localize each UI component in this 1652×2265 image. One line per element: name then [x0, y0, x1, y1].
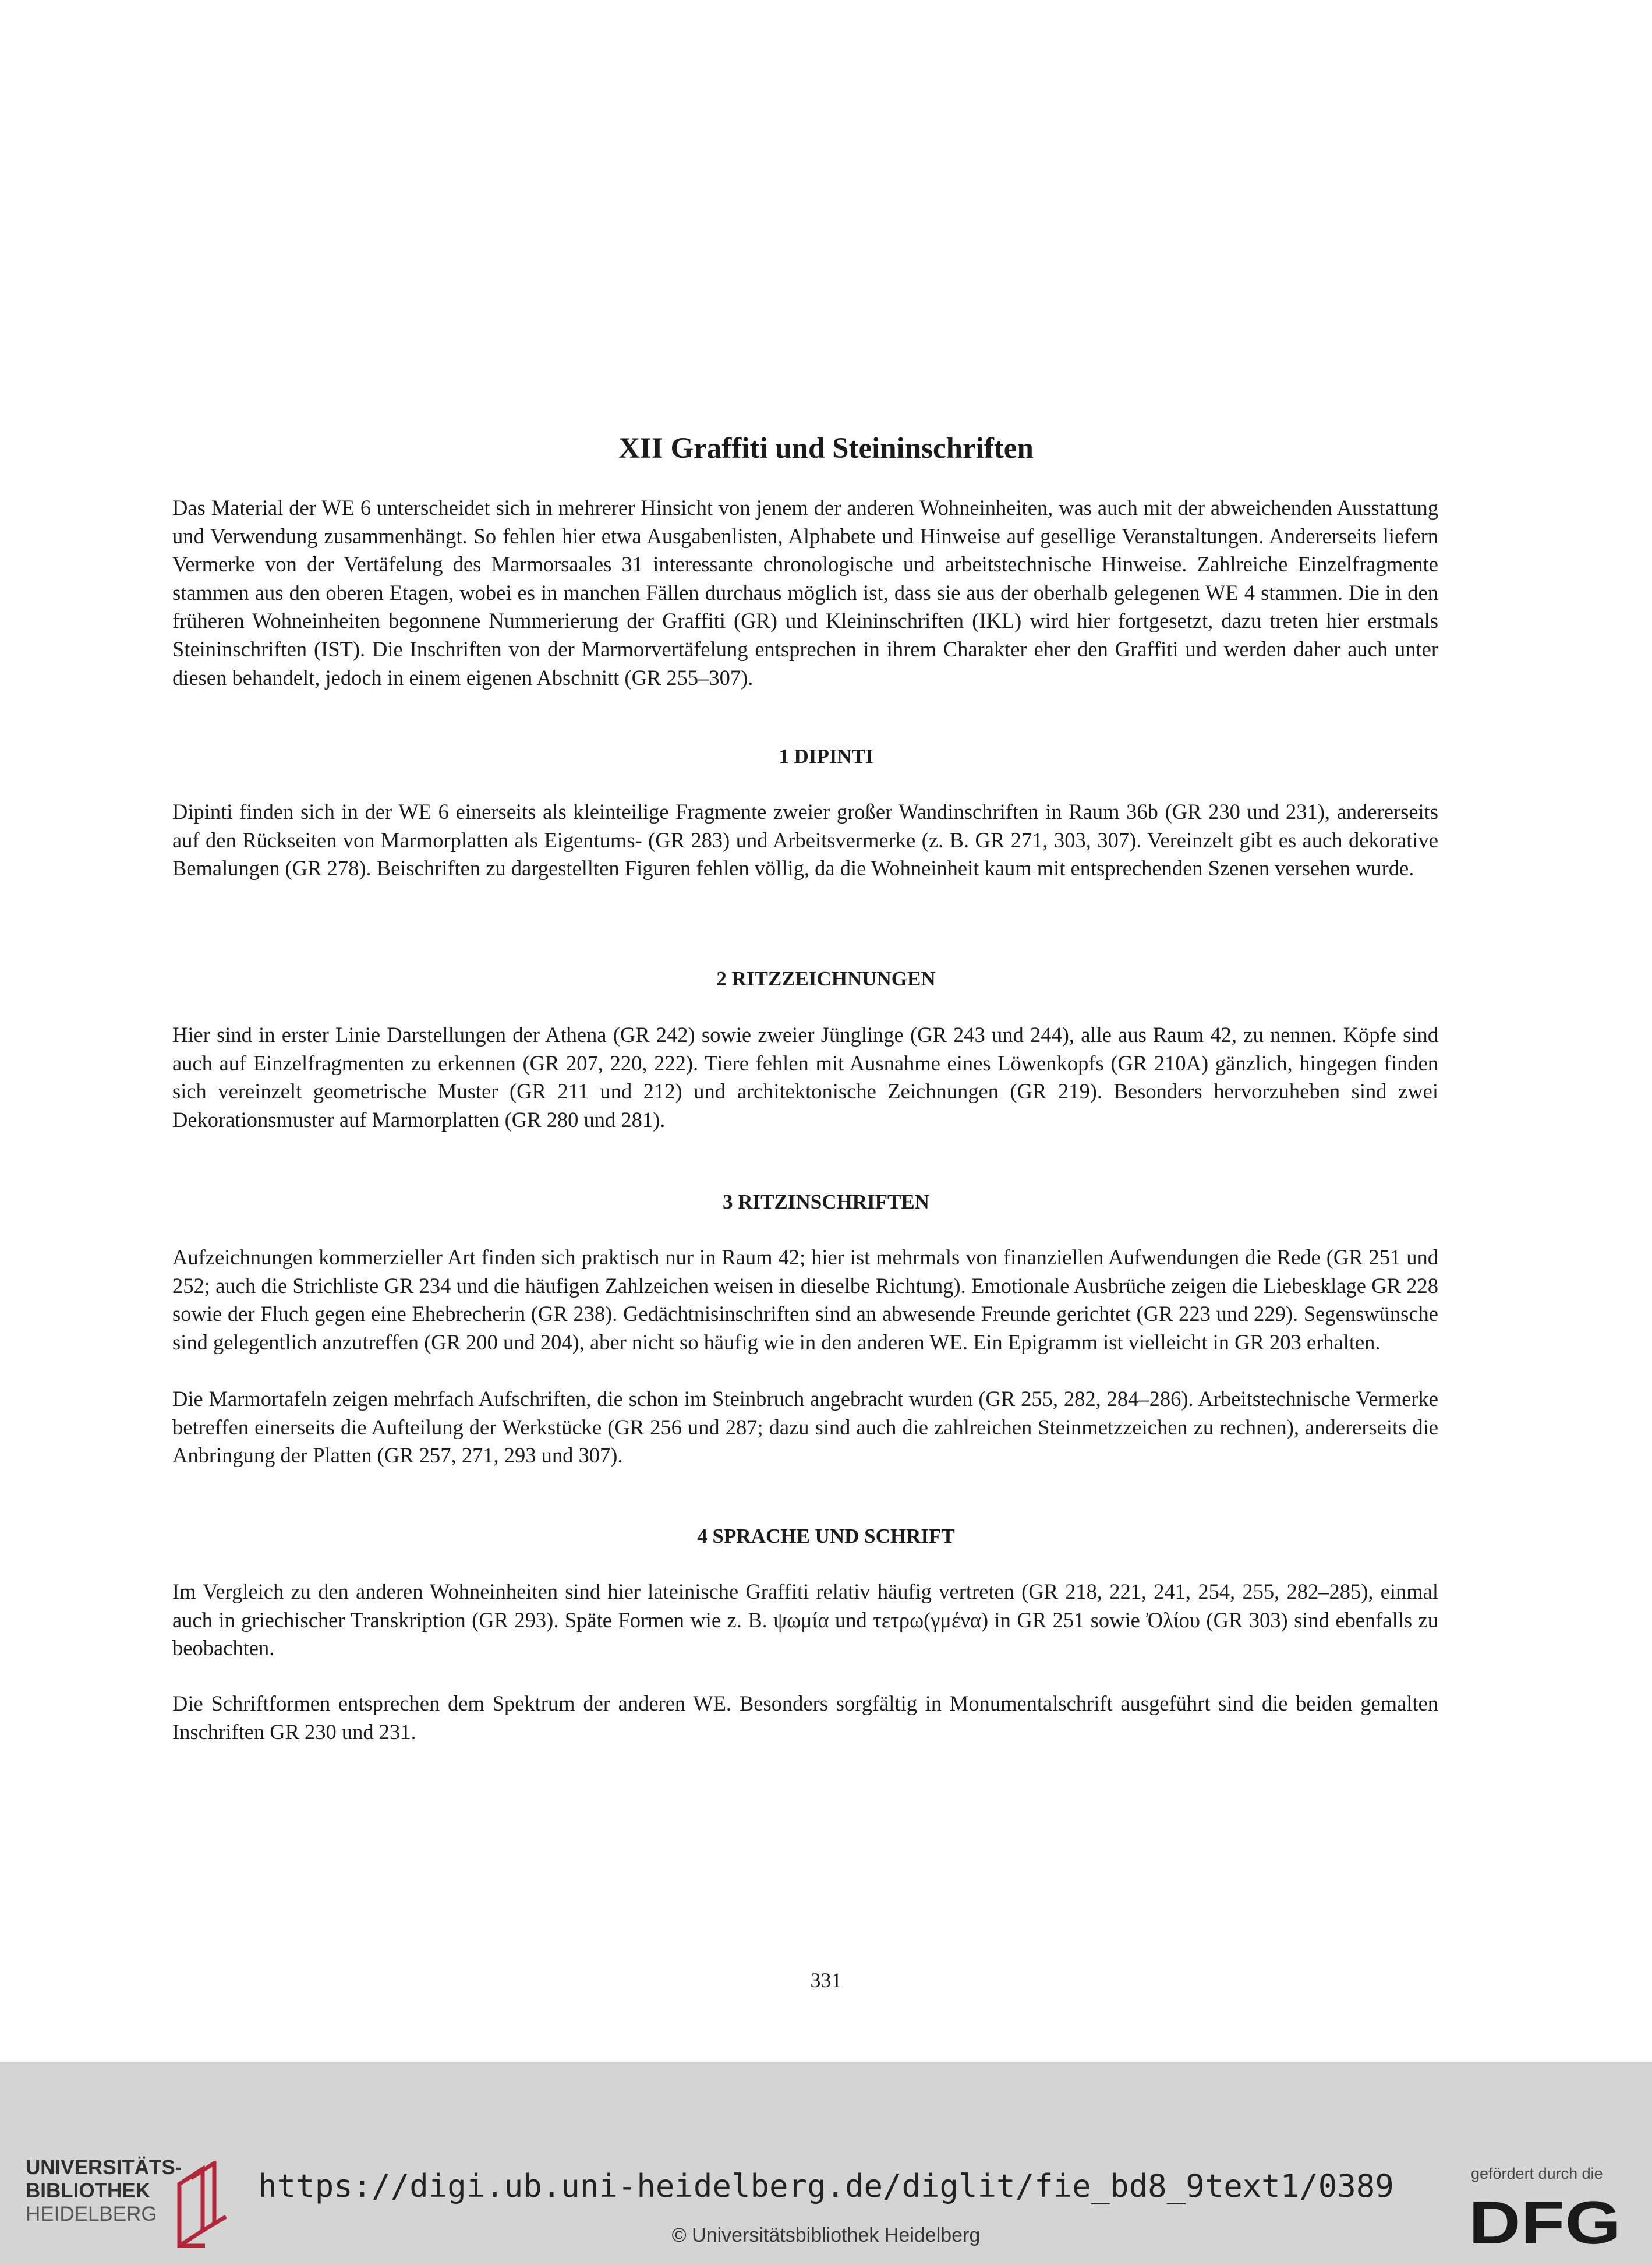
chapter-title: XII Graffiti und Steininschriften	[618, 432, 1034, 465]
funding-caption: gefördert durch die	[1471, 2165, 1603, 2182]
section-heading-ritzinschriften: 3 RITZINSCHRIFTEN	[723, 1190, 929, 1213]
intro-paragraph: Das Material der WE 6 unterscheidet sich in mehrerer Hinsicht von jenem der anderen Wohneinheiten, was auch mit der abweichenden Ausstattung und Verwendung zusammenhängt. So fehlen hier etwa Ausgabenlisten, Alphabete und Hinweise auf gesellige Veranstaltungen. Andererseits liefern Vermerke von der Vertäfelung des Marmorsaales 31 interessante chronologische und arbeitstechnische Hinweise. Zahlreiche Einzelfragmente stammen aus den oberen Etagen, wobei es in manchen Fällen durchaus möglich ist, dass sie aus der oberhalb gelegenen WE 4 stammen. Die in den früheren Wohneinheiten begonnene Nummerierung der Graffiti (GR) und Kleininschriften (IKL) wird hier fortgesetzt, dazu treten hier erstmals Steininschriften (IST). Die Inschriften von der Marmorvertäfelung entsprechen in ihrem Charakter eher den Graffiti und werden daher auch unter diesen behandelt, jedoch in einem eigenen Abschnitt (GR 255–307).	[172, 496, 1438, 690]
ritzinschriften-paragraph-2: Die Marmortafeln zeigen mehrfach Aufschriften, die schon im Steinbruch angebracht wurden (GR 255, 282, 284–286). Arbeitstechnische Vermerke betreffen einerseits die Aufteilung der Werkstücke (GR 256 und 287; dazu sind auch die zahlreichen Steinmetzzeichen zu rechnen), andererseits die Anbringung der Platten (GR 257, 271, 293 und 307).	[172, 1387, 1438, 1468]
ritzzeichnungen-paragraph: Hier sind in erster Linie Darstellungen der Athena (GR 242) sowie zweier Jünglinge (GR 243 und 244), alle aus Raum 42, zu nennen. Köpfe sind auch auf Einzelfragmenten zu erkennen (GR 207, 220, 222). Tiere fehlen mit Ausnahme eines Löwenkopfs (GR 210A) gänzlich, hingegen finden sich vereinzelt geometrische Muster (GR 211 und 212) und architektonische Zeichnungen (GR 219). Besonders hervorzuheben sind zwei Dekorationsmuster auf Marmorplatten (GR 280 und 281).	[172, 1023, 1438, 1132]
digital-library-footer	[0, 2062, 1652, 2265]
section-heading-ritzzeichnungen: 2 RITZZEICHNUNGEN	[716, 967, 936, 990]
document-url-link[interactable]: https://digi.ub.uni-heidelberg.de/diglit/fie_bd8_9text1/0389	[258, 2168, 1394, 2204]
library-name-line-3: HEIDELBERG	[26, 2203, 157, 2225]
page-number: 331	[810, 1969, 842, 1992]
copyright-notice: © Universitätsbibliothek Heidelberg	[671, 2224, 981, 2246]
dipinti-paragraph: Dipinti finden sich in der WE 6 einerseits als kleinteilige Fragmente zweier großer Wandinschriften in Raum 36b (GR 230 und 231), andererseits auf den Rückseiten von Marmorplatten als Eigentums- (GR 283) und Arbeitsvermerke (z. B. GR 271, 303, 307). Vereinzelt gibt es auch dekorative Bemalungen (GR 278). Beischriften zu dargestellten Figuren fehlen völlig, da die Wohneinheit kaum mit entsprechenden Szenen versehen wurde.	[172, 800, 1438, 881]
dfg-logo-text: DFG	[1469, 2191, 1621, 2249]
ritzinschriften-paragraph-1: Aufzeichnungen kommerzieller Art finden sich praktisch nur in Raum 42; hier ist mehrmals von finanziellen Aufwendungen die Rede (GR 251 und 252; auch die Strichliste GR 234 und die häufigen Zahlzeichen weisen in dieselbe Richtung). Emotionale Ausbrüche zeigen die Liebesklage GR 228 sowie der Fluch gegen eine Ehebrecherin (GR 238). Gedächtnisinschriften sind an abwesende Freunde gerichtet (GR 223 und 229). Segenswünsche sind gelegentlich anzutreffen (GR 200 und 204), aber nicht so häufig wie in den anderen WE. Ein Epigramm ist vielleicht in GR 203 erhalten.	[172, 1245, 1438, 1354]
dfg-logo-icon	[1469, 2191, 1626, 2249]
section-heading-dipinti: 1 DIPINTI	[779, 745, 873, 768]
sprache-paragraph-2: Die Schriftformen entsprechen dem Spektrum der anderen WE. Besonders sorgfältig in Monumentalschrift ausgeführt sind die beiden gemalten Inschriften GR 230 und 231.	[172, 1691, 1438, 1744]
library-name-line-2: BIBLIOTHEK	[26, 2179, 150, 2202]
library-name-line-1: UNIVERSITÄTS-	[26, 2156, 182, 2179]
section-heading-sprache-und-schrift: 4 SPRACHE UND SCHRIFT	[697, 1525, 955, 1547]
sprache-paragraph-1: Im Vergleich zu den anderen Wohneinheiten sind hier lateinische Graffiti relativ häufig vertreten (GR 218, 221, 241, 254, 255, 282–285), einmal auch in griechischer Transkription (GR 293). Späte Formen wie z. B. ψωμία und τετρω(γμένα) in GR 251 sowie Ὀλίου (GR 303) sind ebenfalls zu beobachten.	[172, 1580, 1438, 1660]
